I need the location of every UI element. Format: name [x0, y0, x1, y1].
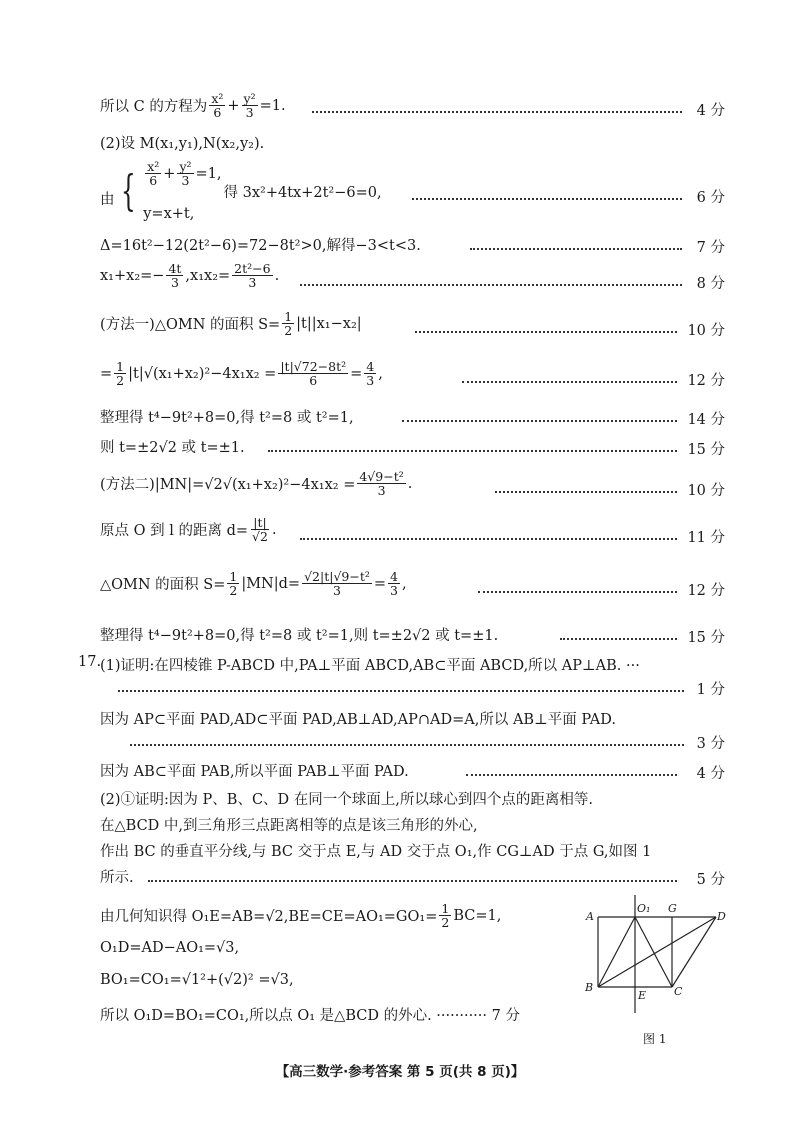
system-rows	[143, 160, 221, 222]
denominator: 2	[229, 583, 238, 599]
page-footer: 【高三数学·参考答案 第 5 页(共 8 页)】	[275, 1064, 525, 1080]
text-segment: ,x₁x₂=	[185, 267, 231, 284]
dot-leader	[268, 450, 677, 452]
numerator: 1	[441, 901, 450, 916]
text-segment: △OMN 的面积 S=	[100, 577, 226, 594]
brace-icon: {	[120, 166, 136, 215]
segment-CD	[672, 917, 716, 987]
fraction	[357, 470, 405, 497]
text-line-19: 作出 BC 的垂直平分线,与 BC 交于点 E,与 AD 交于点 O₁,作 CG⊥AD 于点 G,如图 1	[100, 844, 652, 860]
dot-leader	[478, 591, 677, 593]
text-line-23: BO₁=CO₁=√1²+(√2)² =√3,	[100, 972, 294, 988]
numerator: 4√9−t²	[359, 469, 404, 484]
fraction	[209, 92, 225, 119]
dot-leader	[148, 880, 677, 882]
system-row-1: $\frac{\text{x²}}{6}$ + $\frac{\text{y²}}{3}$ =1,	[147, 159, 222, 189]
fraction	[250, 516, 270, 543]
text-line-24: 所以 O₁D=BO₁=CO₁,所以点 O₁ 是△BCD 的外心. ··········· 7 分	[100, 1008, 520, 1024]
fraction	[242, 92, 258, 119]
score: 12 分	[687, 583, 725, 599]
dot-leader	[118, 690, 684, 692]
denominator: 2	[441, 915, 450, 931]
label-C: C	[674, 985, 683, 998]
numerator: |t|	[253, 515, 267, 530]
numerator: 4	[390, 569, 398, 584]
score: 6 分	[696, 190, 725, 206]
numerator: 1	[229, 569, 238, 584]
text-segment: 原点 O 到 l 的距离 d=	[100, 523, 249, 540]
text-segment: (方法二)|MN|=√2√(x₁+x₂)²−4x₁x₂ =	[100, 477, 356, 494]
eq-line-10	[100, 470, 412, 497]
text-line-17: (2)①证明:因为 P、B、C、D 在同一个球面上,所以球心到四个点的距离相等.	[100, 792, 593, 808]
score: 4 分	[696, 766, 725, 782]
eq-line-7	[100, 360, 383, 387]
plus-sign: +	[227, 97, 240, 114]
system-row-2: y=x+t,	[143, 206, 195, 222]
score: 7 分	[696, 240, 725, 256]
denominator: 2	[284, 323, 293, 339]
dot-leader	[495, 491, 677, 493]
fraction	[166, 262, 183, 289]
numerator: |t|√72−8t²	[280, 359, 347, 374]
score: 12 分	[687, 373, 725, 389]
dot-leader	[300, 538, 677, 540]
fraction	[145, 160, 161, 187]
eq-line-12	[100, 570, 407, 597]
denominator: 3	[245, 105, 254, 121]
score: 3 分	[696, 736, 725, 752]
eq-line-21	[100, 902, 501, 929]
text-segment: =1.	[259, 97, 286, 114]
denominator: 6	[213, 105, 222, 121]
text-segment: |MN|d=	[241, 575, 301, 592]
fraction	[114, 360, 126, 387]
score: 11 分	[687, 530, 725, 546]
dot-leader	[466, 774, 677, 776]
score: 10 分	[687, 483, 725, 499]
geometry-figure	[578, 895, 728, 1020]
equation-system	[115, 160, 222, 222]
text-segment: |t||x₁−x₂|	[296, 315, 362, 332]
eq-line-6	[100, 310, 362, 337]
numerator: x²	[211, 91, 224, 106]
text-segment: .	[271, 521, 277, 538]
fraction	[302, 570, 372, 597]
denominator: 6	[309, 373, 318, 389]
label-D: D	[717, 910, 726, 923]
score: 1 分	[696, 682, 725, 698]
score: 8 分	[696, 276, 725, 292]
numerator: 4t	[168, 261, 182, 276]
text-line-22: O₁D=AD−AO₁=√3,	[100, 940, 240, 956]
dot-leader	[300, 284, 682, 286]
text-line-20: 所示.	[100, 870, 134, 886]
text-line-18: 在△BCD 中,到三角形三点距离相等的点是该三角形的外心,	[100, 818, 478, 834]
fraction	[364, 360, 376, 387]
text-line-8: 整理得 t⁴−9t²+8=0,得 t²=8 或 t²=1,	[100, 410, 354, 426]
text-segment: ,	[378, 365, 383, 382]
text-segment: 得 3x²+4tx+2t²−6=0,	[223, 184, 382, 201]
text-segment: .	[274, 267, 280, 284]
label-B: B	[585, 981, 594, 994]
fraction	[282, 310, 294, 337]
dot-leader	[462, 381, 677, 383]
text-segment: |t|√(x₁+x₂)²−4x₁x₂ =	[128, 365, 277, 382]
question-number: 17.	[78, 654, 102, 670]
figure-caption: 图 1	[643, 1032, 667, 1046]
denominator: 3	[170, 275, 179, 291]
segment-CO1	[635, 917, 672, 987]
denominator: 3	[181, 173, 190, 189]
text-segment: BC=1,	[453, 907, 502, 924]
numerator: y²	[179, 159, 192, 174]
denominator: √2	[252, 529, 268, 545]
numerator: x²	[147, 159, 160, 174]
text-segment: (方法一)△OMN 的面积 S=	[100, 317, 281, 334]
text-line-9: 则 t=±2√2 或 t=±1.	[100, 440, 245, 456]
text-segment: =	[100, 365, 113, 382]
text-segment: =	[373, 575, 387, 592]
numerator: 1	[116, 359, 125, 374]
score: 4 分	[696, 103, 725, 119]
dot-leader	[130, 744, 684, 746]
text-segment: =1,	[195, 165, 222, 182]
numerator: y²	[243, 91, 256, 106]
score: 14 分	[687, 412, 725, 428]
label-O1: O₁	[637, 902, 651, 915]
text-line-13: 整理得 t⁴−9t²+8=0,得 t²=8 或 t²=1,则 t=±2√2 或 t=±1.	[100, 628, 499, 644]
numerator: √2|t|√9−t²	[304, 569, 370, 584]
denominator: 6	[149, 173, 158, 189]
text-segment: 由几何知识得 O₁E=AB=√2,BE=CE=AO₁=GO₁=	[100, 909, 438, 926]
text-segment: 所以 C 的方程为	[100, 99, 208, 116]
denominator: 3	[366, 373, 375, 389]
dot-leader	[560, 638, 677, 640]
score: 15 分	[687, 442, 725, 458]
text-segment: =	[350, 365, 363, 382]
text-line-4: Δ=16t²−12(2t²−6)=72−8t²>0,解得−3<t<3.	[100, 238, 421, 254]
fraction	[439, 902, 451, 929]
text-line-2: (2)设 M(x₁,y₁),N(x₂,y₂).	[100, 136, 265, 152]
score: 10 分	[687, 323, 725, 339]
dot-leader	[312, 111, 682, 113]
fraction	[388, 570, 400, 597]
text-line-15: 因为 AP⊂平面 PAD,AD⊂平面 PAD,AB⊥AD,AP∩AD=A,所以 AB⊥平面 PAD.	[100, 712, 616, 728]
segment-BD	[598, 917, 716, 987]
text-line-16: 因为 AB⊂平面 PAB,所以平面 PAB⊥平面 PAD.	[100, 764, 409, 780]
text-line-14: (1)证明:在四棱锥 P-ABCD 中,PA⊥平面 ABCD,AB⊂平面 ABCD,所以 AP⊥AB. ···	[100, 658, 640, 674]
denominator: 3	[248, 275, 257, 291]
dot-leader	[402, 420, 677, 422]
fraction	[232, 262, 272, 289]
label-E: E	[638, 989, 647, 1002]
fraction	[227, 570, 239, 597]
dot-leader	[470, 248, 682, 250]
denominator: 3	[377, 483, 386, 499]
eq-line-11	[100, 516, 277, 543]
text-segment: .	[407, 475, 413, 492]
numerator: 4	[366, 359, 375, 374]
dot-leader	[415, 331, 677, 333]
text-segment: ,	[401, 575, 407, 592]
score: 15 分	[687, 630, 725, 646]
fraction	[177, 160, 193, 187]
label-G: G	[668, 902, 677, 915]
numerator: 2t²−6	[234, 261, 271, 276]
denominator: 2	[116, 373, 125, 389]
denominator: 3	[390, 583, 398, 599]
eq-line-5	[100, 262, 279, 289]
system-line	[100, 160, 382, 222]
dot-leader	[412, 198, 682, 200]
eq-line-1	[100, 92, 286, 119]
label-A: A	[586, 910, 594, 923]
numerator: 1	[284, 309, 293, 324]
score: 5 分	[696, 872, 725, 888]
text-segment: 由	[100, 191, 115, 208]
fraction	[278, 360, 348, 387]
text-segment: x₁+x₂=−	[100, 267, 165, 284]
denominator: 3	[333, 583, 341, 599]
